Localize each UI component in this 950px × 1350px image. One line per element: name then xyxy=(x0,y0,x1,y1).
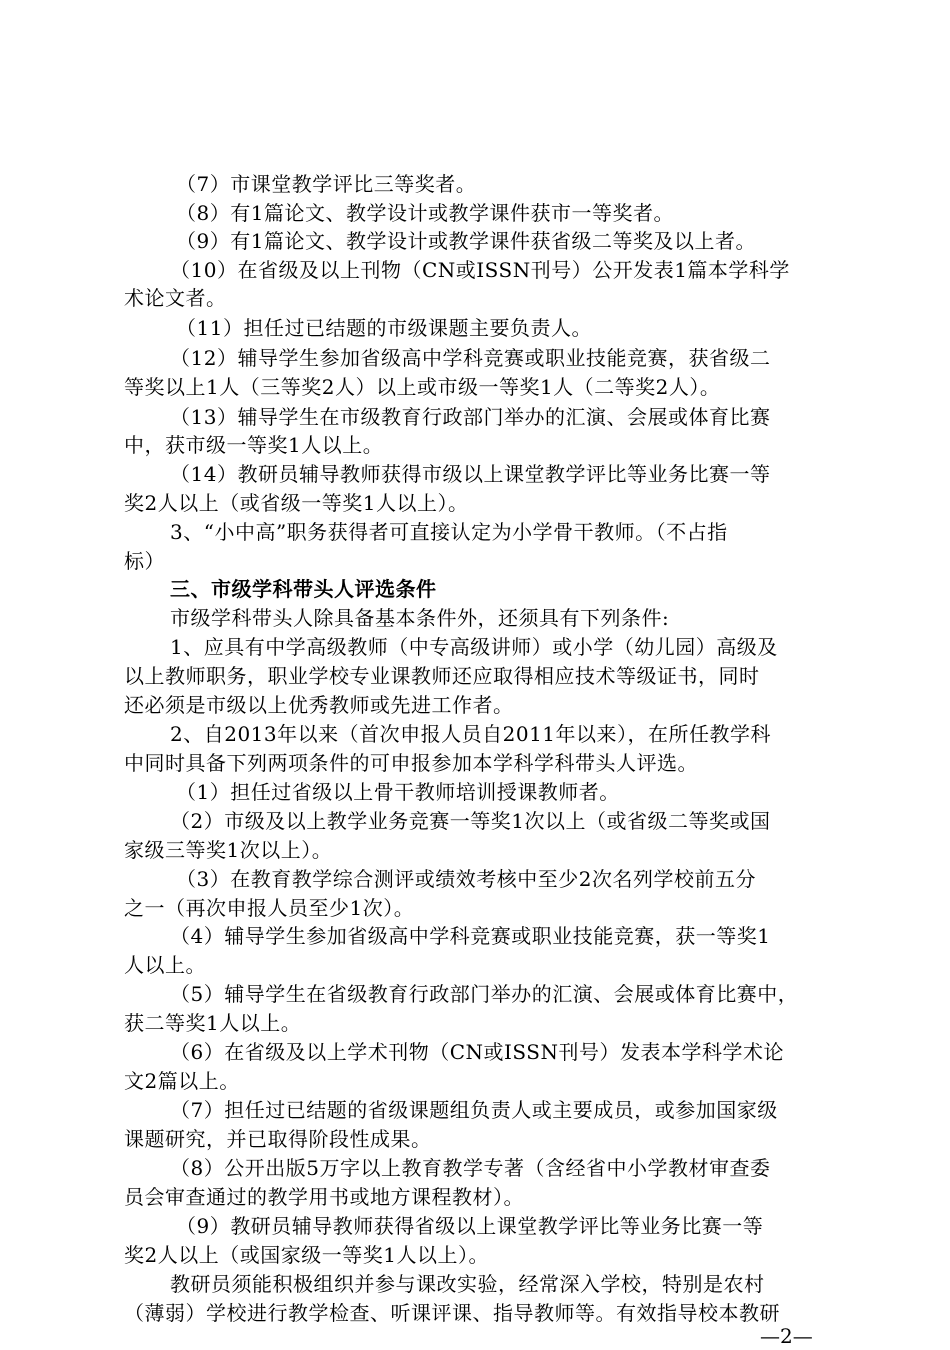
text-line: 课题研究，并已取得阶段性成果。 xyxy=(124,1127,432,1151)
text-line: 中，获市级一等奖1人以上。 xyxy=(124,433,384,457)
text-line: 术论文者。 xyxy=(124,286,227,310)
text-line: 员会审查通过的教学用书或地方课程教材）。 xyxy=(124,1185,524,1209)
text-line: 文2篇以上。 xyxy=(124,1069,240,1093)
text-line: （2）市级及以上教学业务竞赛一等奖1次以上（或省级二等奖或国 xyxy=(170,809,771,833)
text-line: （13）辅导学生在市级教育行政部门举办的汇演、会展或体育比赛 xyxy=(170,405,771,429)
page-number: —2— xyxy=(760,1324,813,1348)
text-line: （7）市课堂教学评比三等奖者。 xyxy=(176,172,477,196)
text-line: （3）在教育教学综合测评或绩效考核中至少2次名列学校前五分 xyxy=(176,867,756,891)
text-line: （6）在省级及以上学术刊物（CN或ISSN刊号）发表本学科学术论 xyxy=(170,1040,784,1064)
text-line: 获二等奖1人以上。 xyxy=(124,1011,302,1035)
text-line: （12）辅导学生参加省级高中学科竞赛或职业技能竞赛，获省级二 xyxy=(170,346,771,370)
text-line: 还必须是市级以上优秀教师或先进工作者。 xyxy=(124,693,514,717)
text-line: 标） xyxy=(124,549,165,573)
text-line: 奖2人以上（或省级一等奖1人以上）。 xyxy=(124,491,469,515)
text-line: （11）担任过已结题的市级课题主要负责人。 xyxy=(176,316,592,340)
text-line: （8）有1篇论文、教学设计或教学课件获市一等奖者。 xyxy=(176,201,674,225)
text-line: （8）公开出版5万字以上教育教学专著（含经省中小学教材审查委 xyxy=(170,1156,771,1180)
text-line: （10）在省级及以上刊物（CN或ISSN刊号）公开发表1篇本学科学 xyxy=(170,258,790,282)
section-heading: 三、市级学科带头人评选条件 xyxy=(170,577,437,601)
text-line: 中同时具备下列两项条件的可申报参加本学科学科带头人评选。 xyxy=(124,751,698,775)
text-line: 等奖以上1人（三等奖2人）以上或市级一等奖1人（二等奖2人）。 xyxy=(124,375,721,399)
text-line: （薄弱）学校进行教学检查、听课评课、指导教师等。有效指导校本教研 xyxy=(124,1301,780,1325)
text-line: 之一（再次申报人员至少1次）。 xyxy=(124,896,415,920)
text-line: 教研员须能积极组织并参与课改实验，经常深入学校，特别是农村 xyxy=(170,1272,765,1296)
text-line: 3、“小中高”职务获得者可直接认定为小学骨干教师。（不占指 xyxy=(170,520,728,544)
text-line: 家级三等奖1次以上）。 xyxy=(124,838,333,862)
text-line: 人以上。 xyxy=(124,953,206,977)
text-line: （9）有1篇论文、教学设计或教学课件获省级二等奖及以上者。 xyxy=(176,229,756,253)
text-line: （4）辅导学生参加省级高中学科竞赛或职业技能竞赛，获一等奖1 xyxy=(170,924,771,948)
text-line: （9）教研员辅导教师获得省级以上课堂教学评比等业务比赛一等 xyxy=(176,1214,764,1238)
text-line: （7）担任过已结题的省级课题组负责人或主要成员，或参加国家级 xyxy=(170,1098,778,1122)
text-line: 以上教师职务，职业学校专业课教师还应取得相应技术等级证书，同时 xyxy=(124,664,760,688)
text-line: （14）教研员辅导教师获得市级以上课堂教学评比等业务比赛一等 xyxy=(170,462,771,486)
text-line: 奖2人以上（或国家级一等奖1人以上）。 xyxy=(124,1243,489,1267)
text-line: （5）辅导学生在省级教育行政部门举办的汇演、会展或体育比赛中， xyxy=(170,982,799,1006)
text-line: 市级学科带头人除具备基本条件外，还须具有下列条件: xyxy=(170,606,670,630)
text-line: 1、应具有中学高级教师（中专高级讲师）或小学（幼儿园）高级及 xyxy=(170,635,778,659)
text-line: （1）担任过省级以上骨干教师培训授课教师者。 xyxy=(176,780,620,804)
text-line: 2、自2013年以来（首次申报人员自2011年以来），在所任教学科 xyxy=(170,722,772,746)
